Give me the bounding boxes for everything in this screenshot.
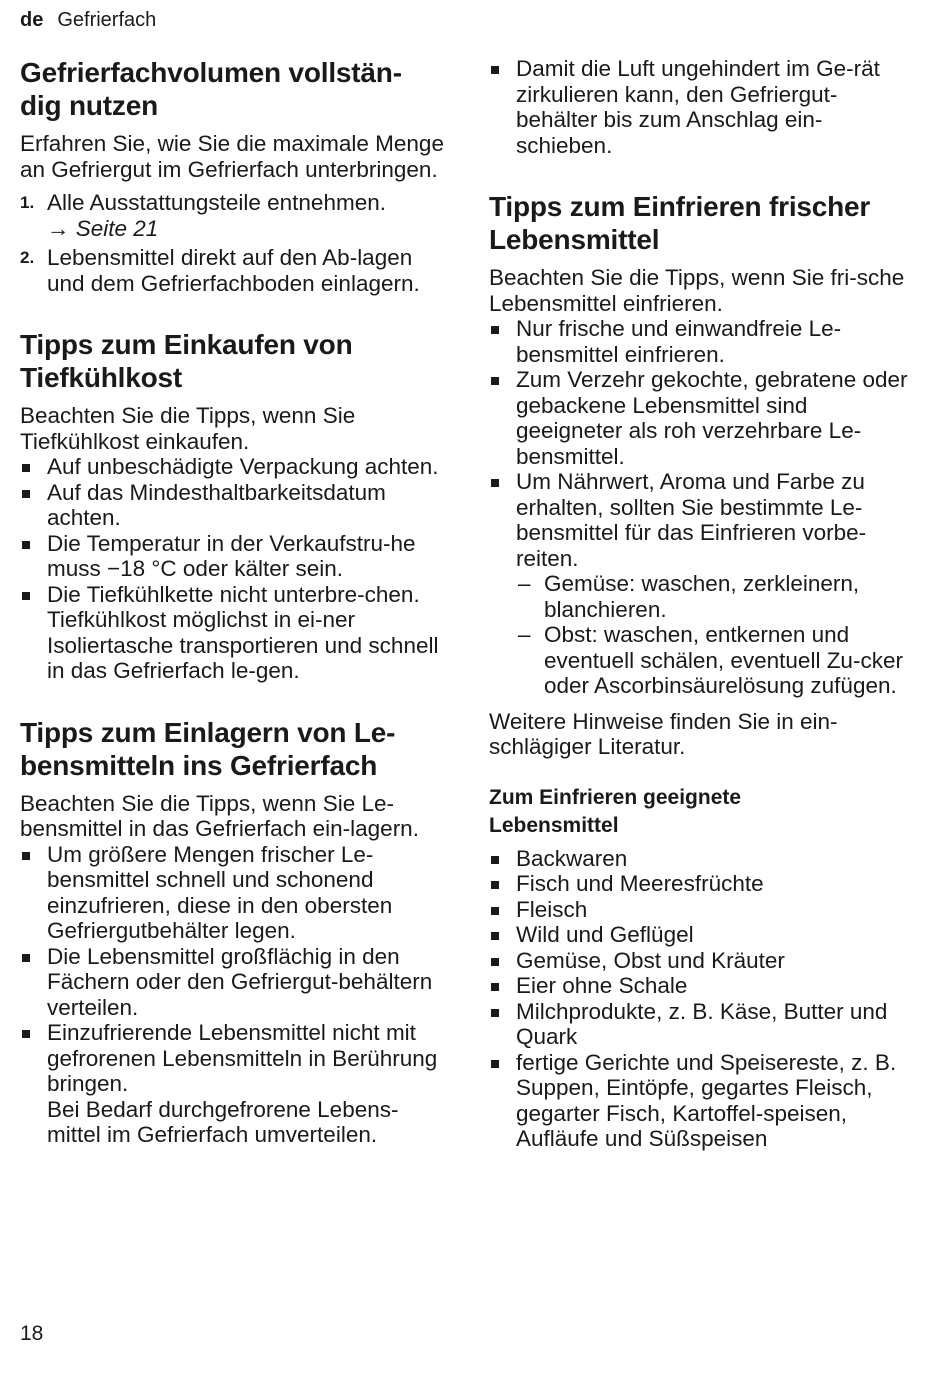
list-item: Auf das Mindesthaltbarkeitsdatum achten. — [20, 480, 445, 531]
section-shopping-tips — [20, 328, 445, 684]
step-list — [20, 190, 445, 296]
section-outro: Weitere Hinweise finden Sie in ein-schlägiger Literatur. — [489, 708, 838, 759]
list-item: Die Lebensmittel großflächig in den Fächern oder den Gefriergut-behältern verteilen. — [20, 944, 445, 1021]
bullet-list — [489, 846, 914, 1152]
step-item: 1. Alle Ausstattungsteile entnehmen. → Seite 21 — [20, 190, 445, 241]
page-reference-link[interactable]: → Seite 21 — [47, 215, 159, 241]
right-column — [489, 56, 914, 1184]
sub-list — [516, 571, 914, 699]
step-item: 2. Lebensmittel direkt auf den Ab-lagen und dem Gefrierfachboden einlagern. — [20, 245, 420, 296]
list-item: Wild und Geflügel — [489, 922, 914, 948]
list-item: Fisch und Meeresfrüchte — [489, 871, 914, 897]
sub-list-item: – Obst: waschen, entkernen und eventuell schälen, eventuell Zu-cker oder Ascorbinsäurelösung zufügen. — [518, 622, 903, 698]
step-number: 1. — [20, 193, 35, 212]
list-item: Einzufrierende Lebensmittel nicht mit gefrorenen Lebensmitteln in Berührung bringen. Bei Bedarf durchgefrorene Lebens-mittel im Gefrierfach umverteilen. — [20, 1020, 445, 1148]
bullet-list — [20, 842, 445, 1148]
list-item: fertige Gerichte und Speisereste, z. B. Suppen, Eintöpfe, gegartes Fleisch, gegarter Fisch, Kartoffel-speisen, Aufläufe und Süßspeisen — [489, 1050, 914, 1152]
section-heading: Gefrierfachvolumen vollstän- dig nutzen — [20, 57, 402, 121]
list-item: Auf unbeschädigte Verpackung achten. — [20, 454, 445, 480]
dash-bullet-icon: – — [518, 571, 531, 596]
square-bullet-icon — [22, 1030, 30, 1038]
square-bullet-icon — [22, 852, 30, 860]
square-bullet-icon — [22, 490, 30, 498]
square-bullet-icon — [491, 66, 499, 74]
square-bullet-icon — [491, 1060, 499, 1068]
square-bullet-icon — [491, 479, 499, 487]
square-bullet-icon — [22, 954, 30, 962]
square-bullet-icon — [491, 377, 499, 385]
list-item: Um größere Mengen frischer Le-bensmittel schnell und schonend einzufrieren, diese in den obersten Gefriergutbehälter legen. — [20, 842, 445, 944]
section-suitable-foods — [489, 784, 914, 1152]
square-bullet-icon — [491, 907, 499, 915]
list-item: Fleisch — [489, 897, 914, 923]
page-number: 18 — [20, 1322, 44, 1345]
square-bullet-icon — [491, 1009, 499, 1017]
square-bullet-icon — [491, 958, 499, 966]
list-item: Die Temperatur in der Verkaufstru-he muss −18 °C oder kälter sein. — [20, 531, 445, 582]
section-freezing-tips — [489, 190, 914, 760]
subsection-heading: Zum Einfrieren geeignete Lebensmittel — [489, 785, 742, 837]
section-freezer-volume — [20, 56, 445, 296]
square-bullet-icon — [491, 881, 499, 889]
square-bullet-icon — [491, 856, 499, 864]
chapter-title: Gefrierfach — [57, 9, 157, 31]
bullet-list — [20, 454, 445, 684]
square-bullet-icon — [491, 983, 499, 991]
list-item: Zum Verzehr gekochte, gebratene oder gebackene Lebensmittel sind geeigneter als roh verzehrbare Le-bensmittel. — [489, 367, 914, 469]
dash-bullet-icon: – — [518, 622, 531, 647]
left-column — [20, 56, 445, 1180]
list-item: Gemüse, Obst und Kräuter — [489, 948, 914, 974]
bullet-list — [489, 316, 914, 699]
list-item-note: Bei Bedarf durchgefrorene Lebens-mittel im Gefrierfach umverteilen. — [47, 1096, 399, 1147]
section-intro: Beachten Sie die Tipps, wenn Sie Tiefkühlkost einkaufen. — [20, 403, 356, 454]
section-intro: Erfahren Sie, wie Sie die maximale Menge an Gefriergut im Gefrierfach unterbringen. — [20, 131, 444, 182]
section-heading: Tipps zum Einlagern von Le- bensmitteln ins Gefrierfach — [20, 716, 396, 781]
square-bullet-icon — [491, 932, 499, 940]
list-item: Nur frische und einwandfreie Le-bensmittel einfrieren. — [489, 316, 914, 367]
list-item: Um Nährwert, Aroma und Farbe zu erhalten, sollten Sie bestimmte Le-bensmittel für das Einfrieren vorbe-reiten. – Gemüse: waschen, zerkleinern, blanchieren. – Obst: waschen, entkernen und eventuell schälen, eventuell Zu-cker oder Ascorbinsäurelösung zufügen. — [489, 469, 914, 699]
bullet-list — [489, 56, 914, 158]
list-item: Milchprodukte, z. B. Käse, Butter und Quark — [489, 999, 914, 1050]
section-storage-tips — [20, 716, 445, 1148]
list-item: Eier ohne Schale — [489, 973, 914, 999]
step-number: 2. — [20, 248, 35, 267]
section-storage-tips-continued — [489, 56, 914, 158]
list-item: Backwaren — [489, 846, 914, 872]
list-item: Die Tiefkühlkette nicht unterbre-chen. Tiefkühlkost möglichst in ei-ner Isoliertasche transportieren und schnell in das Gefrierfach le-gen. — [20, 582, 445, 684]
section-heading: Tipps zum Einkaufen von Tiefkühlkost — [20, 329, 353, 393]
square-bullet-icon — [22, 464, 30, 472]
sub-list-item: – Gemüse: waschen, zerkleinern, blanchieren. — [518, 571, 860, 622]
list-item: Damit die Luft ungehindert im Ge-rät zirkulieren kann, den Gefriergut-behälter bis zum Anschlag ein-schieben. — [489, 56, 914, 158]
section-intro: Beachten Sie die Tipps, wenn Sie Le-bensmittel in das Gefrierfach ein-lagern. — [20, 790, 419, 841]
running-header — [20, 9, 156, 32]
square-bullet-icon — [22, 592, 30, 600]
square-bullet-icon — [491, 326, 499, 334]
square-bullet-icon — [22, 541, 30, 549]
section-intro: Beachten Sie die Tipps, wenn Sie fri-sche Lebensmittel einfrieren. — [489, 265, 905, 316]
language-code: de — [20, 9, 44, 31]
section-heading: Tipps zum Einfrieren frischer Lebensmittel — [489, 191, 871, 255]
